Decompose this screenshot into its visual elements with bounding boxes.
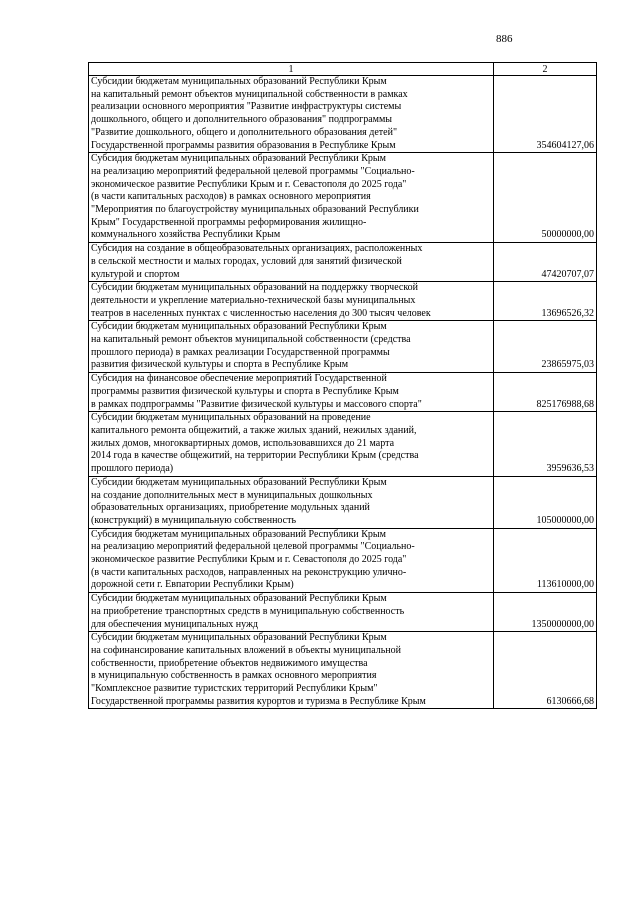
row-amount: 105000000,00 — [494, 476, 597, 528]
table-row — [89, 153, 597, 243]
table-row — [89, 476, 597, 528]
row-amount: 113610000,00 — [494, 528, 597, 593]
column-header-amount: 2 — [494, 63, 597, 76]
row-description: Субсидия бюджетам муниципальных образований Республики Крым на реализацию мероприятий федеральной целевой программы "Социально- экономическое развитие Республики Крым и г. Севастополя до 2025 года" (в части капитальных расходов, направленных на реконструкцию улично- дорожной сети г. Евпатории Республики Крым) — [89, 528, 494, 593]
table-row — [89, 321, 597, 373]
column-header-description: 1 — [89, 63, 494, 76]
row-description: Субсидии бюджетам муниципальных образований Республики Крым на капитальный ремонт объектов муниципальной собственности в рамках реализации основного мероприятия "Развитие инфраструктуры системы дошкольного, общего и дополнительного образования" подпрограммы "Развитие дошкольного, общего и дополнительного образования детей" Государственной программы развития образования в Республике Крым — [89, 76, 494, 153]
row-amount: 1350000000,00 — [494, 593, 597, 632]
table-row — [89, 373, 597, 412]
table-row — [89, 282, 597, 321]
row-description: Субсидия на финансовое обеспечение мероприятий Государственной программы развития физической культуры и спорта в Республике Крым в рамках подпрограммы "Развитие физической культуры и массового спорта" — [89, 373, 494, 412]
row-amount: 6130666,68 — [494, 632, 597, 709]
table-row — [89, 593, 597, 632]
row-amount: 47420707,07 — [494, 243, 597, 282]
row-amount: 3959636,53 — [494, 412, 597, 477]
row-amount: 13696526,32 — [494, 282, 597, 321]
table-row — [89, 632, 597, 709]
row-description: Субсидии бюджетам муниципальных образований на проведение капитального ремонта общежитий, а также жилых зданий, нежилых зданий, жилых домов, многоквартирных домов, использовавшихся до 21 марта 2014 года в качестве общежитий, на территории Республики Крым (средства прошлого периода) — [89, 412, 494, 477]
row-amount: 23865975,03 — [494, 321, 597, 373]
table-row — [89, 528, 597, 593]
row-description: Субсидии бюджетам муниципальных образований Республики Крым на капитальный ремонт объектов муниципальной собственности (средства прошлого периода) в рамках реализации Государственной программы развития физической культуры и спорта в Республике Крым — [89, 321, 494, 373]
row-description: Субсидии бюджетам муниципальных образований Республики Крым на софинансирование капитальных вложений в объекты муниципальной собственности, приобретение объектов недвижимого имущества в муниципальную собственность в рамках основного мероприятия "Комплексное развитие туристских территорий Республики Крым" Государственной программы развития курортов и туризма в Республике Крым — [89, 632, 494, 709]
row-description: Субсидии бюджетам муниципальных образований Республики Крым на создание дополнительных мест в муниципальных дошкольных образовательных организациях, приобретение модульных зданий (конструкций) в муниципальную собственность — [89, 476, 494, 528]
row-amount: 825176988,68 — [494, 373, 597, 412]
row-description: Субсидия на создание в общеобразовательных организациях, расположенных в сельской местности и малых городах, условий для занятий физической культурой и спортом — [89, 243, 494, 282]
row-amount: 354604127,06 — [494, 76, 597, 153]
row-description: Субсидия бюджетам муниципальных образований Республики Крым на реализацию мероприятий федеральной целевой программы "Социально- экономическое развитие Республики Крым и г. Севастополя до 2025 года" (в части капитальных расходов) в рамках основного мероприятия "Мероприятия по благоустройству муниципальных образований Республики Крым" Государственной программы реформирования жилищно- коммунального хозяйства Республики Крым — [89, 153, 494, 243]
table-row — [89, 412, 597, 477]
row-description: Субсидии бюджетам муниципальных образований на поддержку творческой деятельности и укрепление материально-технической базы муниципальных театров в населенных пунктах с численностью населения до 300 тысяч человек — [89, 282, 494, 321]
page-number: 886 — [496, 33, 513, 45]
table-row — [89, 76, 597, 153]
row-description: Субсидии бюджетам муниципальных образований Республики Крым на приобретение транспортных средств в муниципальную собственность для обеспечения муниципальных нужд — [89, 593, 494, 632]
table-header-row — [89, 63, 597, 76]
table-row — [89, 243, 597, 282]
budget-table — [88, 62, 597, 709]
row-amount: 50000000,00 — [494, 153, 597, 243]
